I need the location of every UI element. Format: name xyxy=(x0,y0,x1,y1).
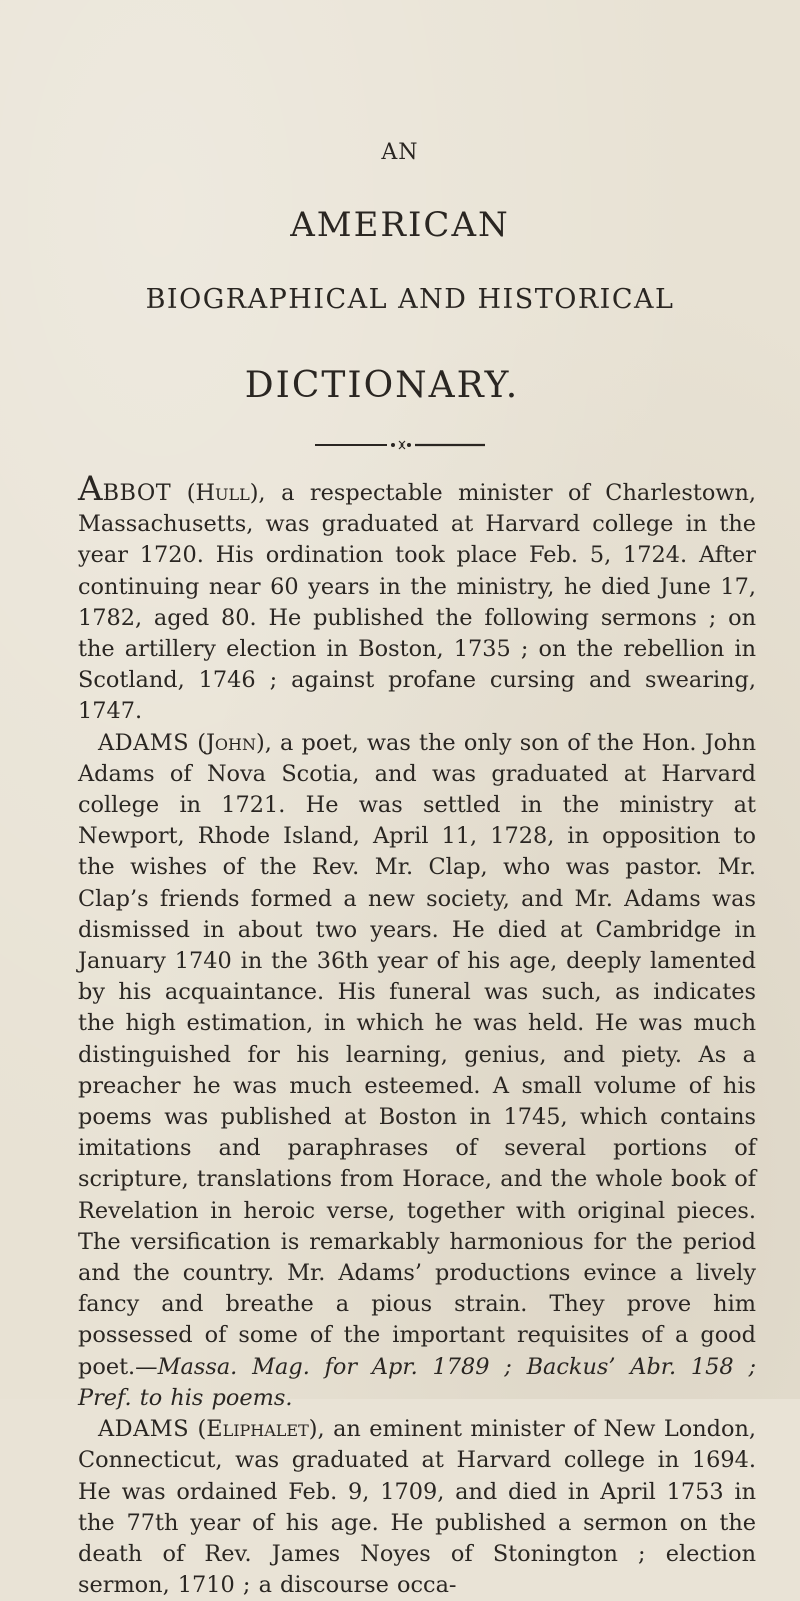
entry-text: an eminent minister of New London, Connecticut, was graduated at Harvard college in 1694. He was ordained Feb. 9, 1709, and died in April 1753 in the 77th year of his age. He published a sermon on the death of Rev. James Noyes of Stonington ; election sermon, 1710 ; a discourse occa- xyxy=(78,1416,756,1599)
forename: (Hull), xyxy=(186,480,266,506)
headword: ADAMS xyxy=(98,729,190,756)
title-biographical-historical: BIOGRAPHICAL AND HISTORICAL xyxy=(145,284,675,315)
entry-abbot xyxy=(78,469,756,728)
citation: Massa. Mag. for Apr. 1789 ; Backus’ Abr. 158 ; Pref. to his poems. xyxy=(78,1353,756,1411)
headword: ADAMS xyxy=(98,1416,190,1443)
title-dictionary: DICTIONARY. xyxy=(244,365,520,406)
forename: (John), xyxy=(197,729,272,756)
entry-text: a respectable minister of Charlestown, Massachusetts, was graduated at Harvard college in the year 1720. His ordination took place Feb. 5, 1724. After continuing near 60 years in the ministry, he died June 17, 1782, aged 80. He published the following sermons ; on the artillery election in Boston, 1735 ; on the rebellion in Scotland, 1746 ; against profane cursing and swearing, 1747. xyxy=(78,480,756,725)
title-an: AN xyxy=(381,140,419,165)
decorative-rule-icon xyxy=(315,439,485,451)
entry-adams-eliphalet xyxy=(78,1414,756,1601)
entry-text: a poet, was the only son of the Hon. John Adams of Nova Scotia, and was graduated at Harvard college in 1721. He was settled in the ministry at Newport, Rhode Island, April 11, 1728, in opposition to the wishes of the Rev. Mr. Clap, who was pastor. Mr. Clap’s friends formed a new society, and Mr. Adams was dismissed in about two years. He died at Cambridge in January 1740 in the 36th year of his age, deeply lamented by his acquaintance. His funeral was such, as indicates the high estimation, in which he was held. He was much distinguished for his learning, genius, and piety. As a preacher he was much esteemed. A small volume of his poems was published at Boston in 1745, which contains imitations and paraphrases of several portions of scripture, translations from Horace, and the whole book of Revelation in heroic verse, together with original pieces. The versification is remarkably harmonious for the period and the country. Mr. Adams’ productions evince a lively fancy and breathe a pious strain. They prove him possessed of some of the important requisites of a good poet.— xyxy=(78,729,756,1380)
headword: BBOT xyxy=(102,480,172,506)
entry-adams-john xyxy=(78,728,756,1414)
title-american: AMERICAN xyxy=(290,205,510,245)
dictionary-body xyxy=(78,469,756,1601)
forename: (Eliphalet), xyxy=(197,1416,325,1443)
drop-cap: A xyxy=(78,469,103,509)
